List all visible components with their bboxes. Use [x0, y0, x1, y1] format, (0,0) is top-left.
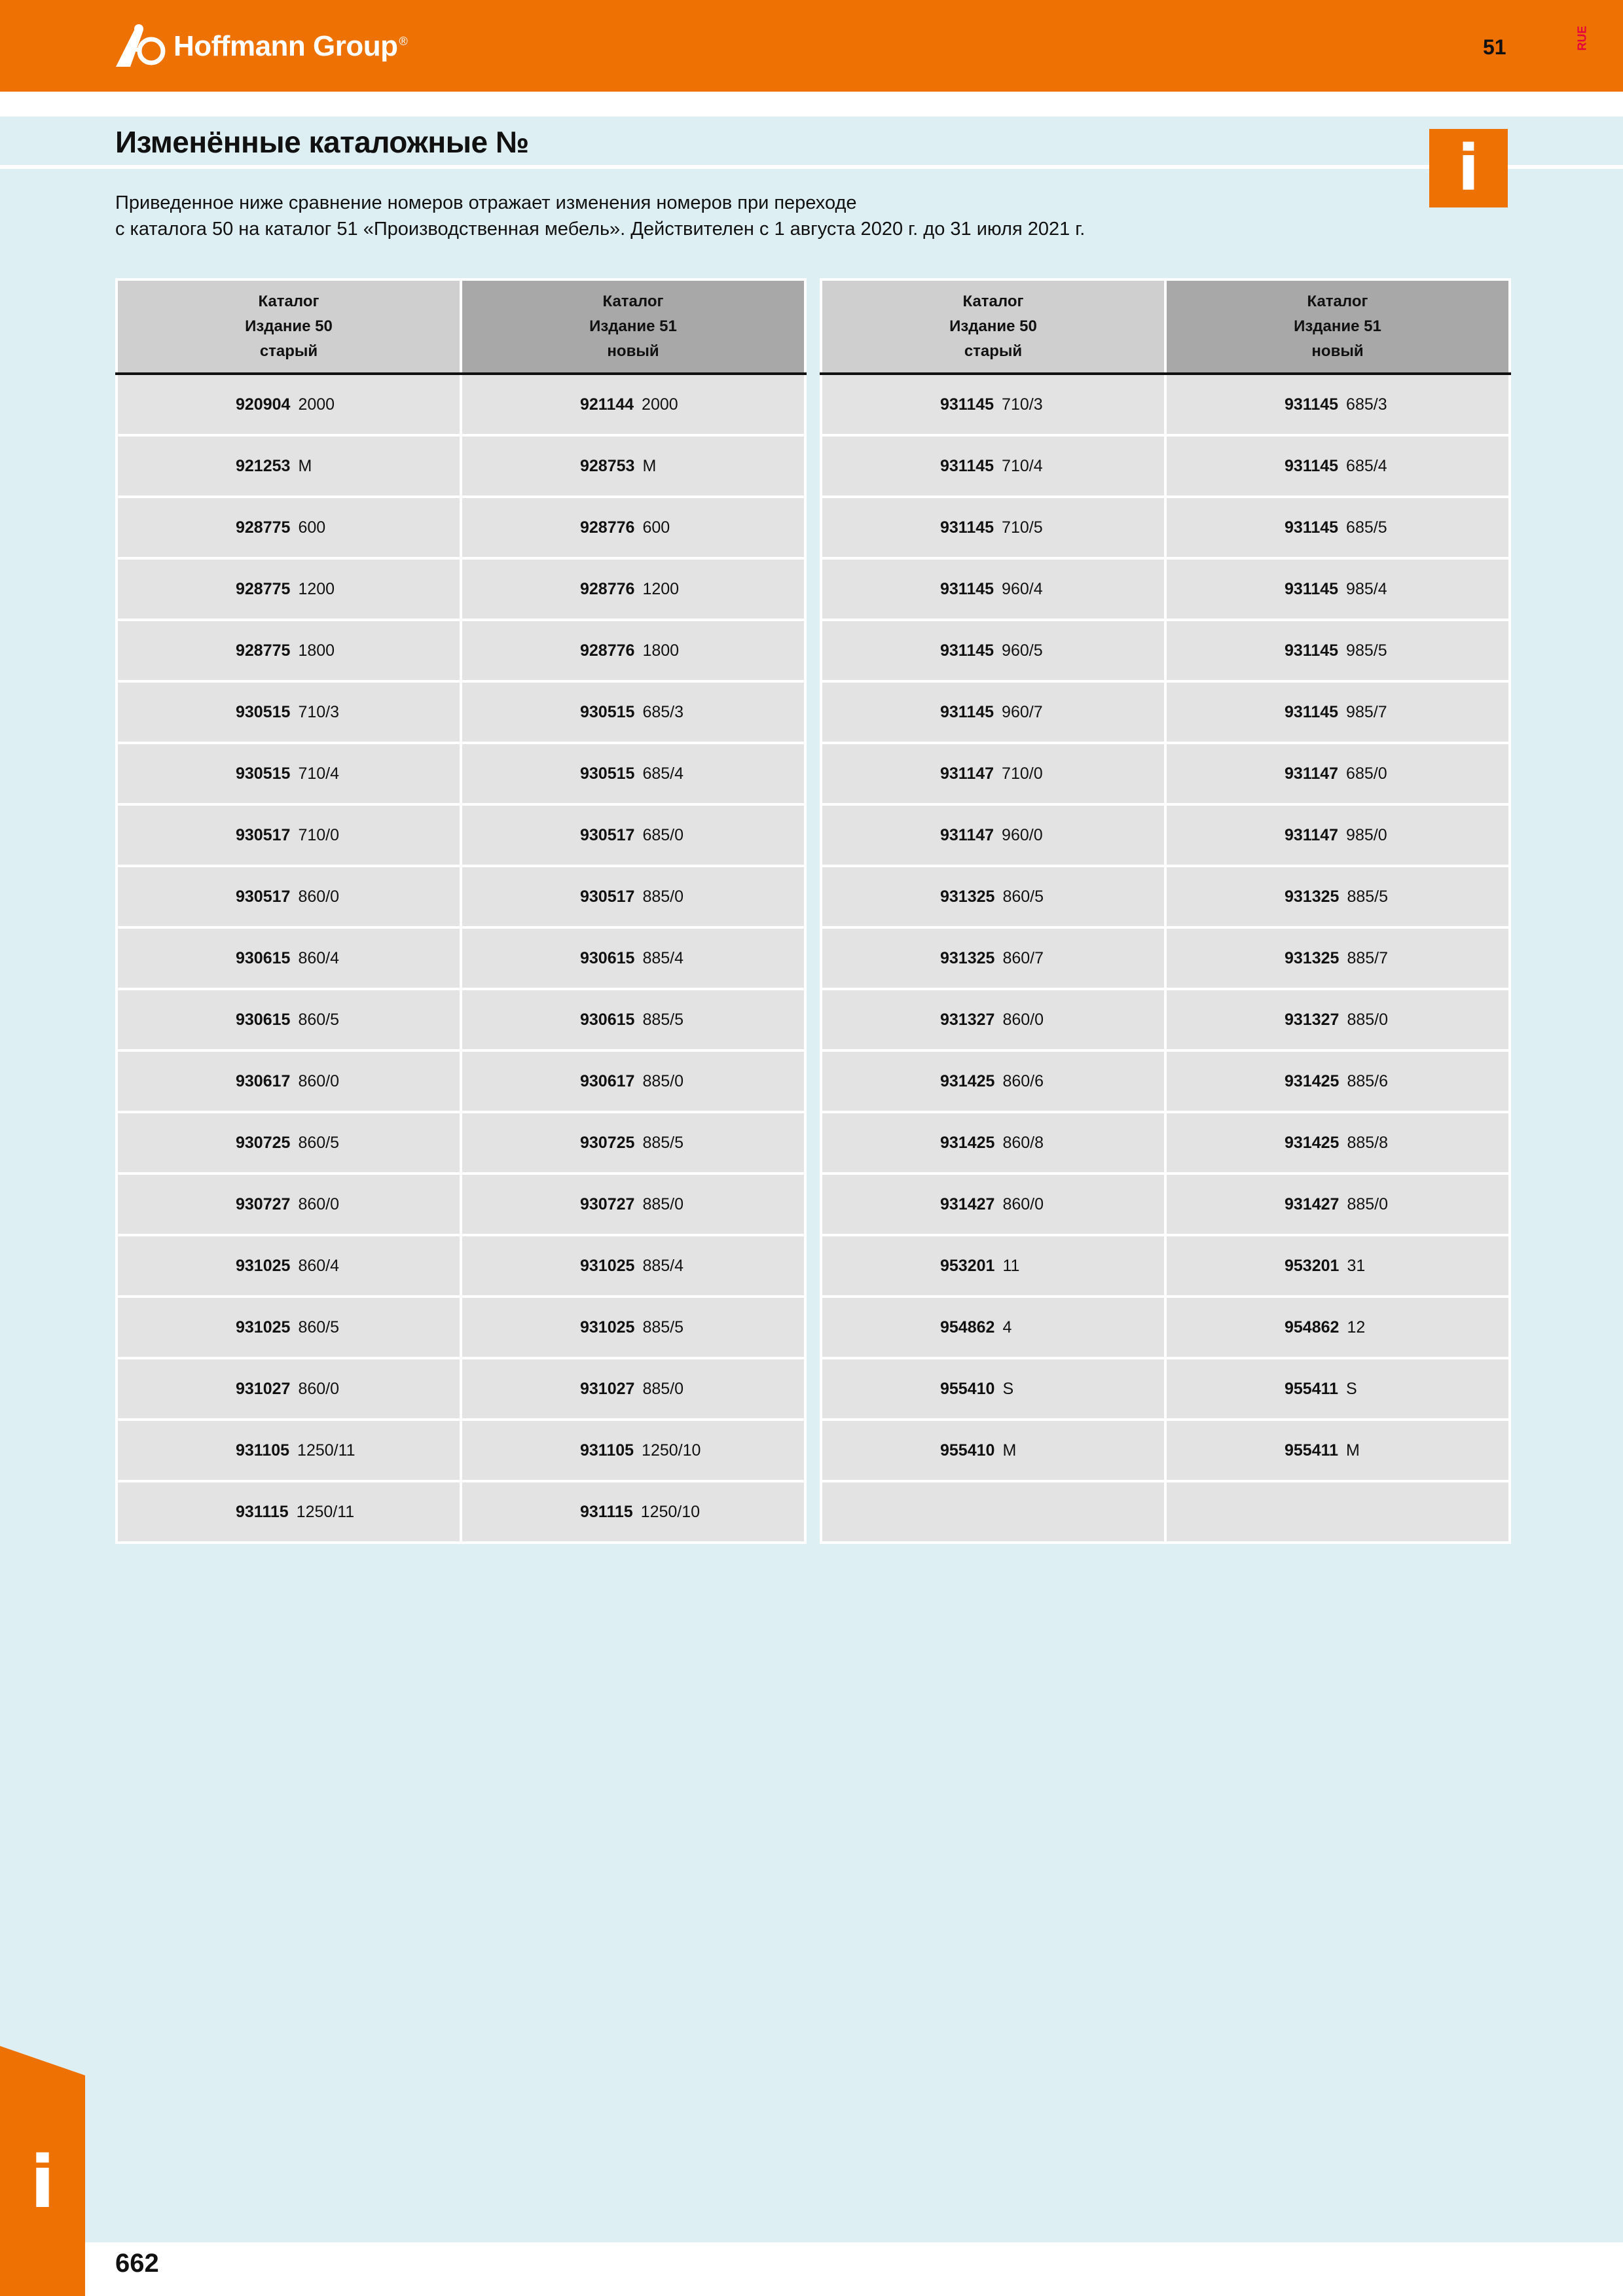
brand-name: Hoffmann Group: [173, 30, 398, 62]
article-number: 930727: [580, 1194, 635, 1213]
article-variant: 960/0: [1002, 825, 1043, 844]
table-row: [117, 927, 805, 989]
new-catalog-cell: [1165, 1112, 1510, 1174]
article-variant: 885/8: [1347, 1133, 1388, 1152]
header-old-catalog: [117, 279, 461, 374]
article-number: 931027: [580, 1379, 635, 1398]
article-number: 930725: [580, 1133, 635, 1152]
article-number: 931025: [580, 1256, 635, 1275]
table-row: [117, 497, 805, 558]
article-number: 931145: [1285, 395, 1339, 414]
article-number: 955410: [940, 1441, 995, 1460]
article-number: 930515: [580, 702, 635, 721]
old-catalog-cell: [117, 1235, 461, 1297]
table-row: [117, 1235, 805, 1297]
new-catalog-cell: [1165, 558, 1510, 620]
article-variant: S: [1002, 1379, 1014, 1398]
old-catalog-cell: [821, 620, 1165, 681]
header-new-catalog: [1165, 279, 1510, 374]
article-number: 954862: [1285, 1318, 1340, 1336]
article-variant: 31: [1347, 1256, 1366, 1275]
new-catalog-cell: [1165, 1235, 1510, 1297]
table-row: [821, 927, 1510, 989]
article-number: 930515: [236, 764, 291, 783]
article-number: 931147: [940, 764, 994, 783]
old-catalog-cell: [821, 558, 1165, 620]
new-catalog-cell: [1165, 620, 1510, 681]
article-number: 930617: [236, 1071, 291, 1090]
new-catalog-cell: [1165, 743, 1510, 804]
article-variant: 885/7: [1347, 948, 1388, 967]
article-variant: 885/5: [1347, 887, 1388, 906]
article-number: 930517: [236, 825, 291, 844]
intro-line: Приведенное ниже сравнение номеров отражает изменения номеров при переходе: [115, 192, 857, 213]
new-catalog-cell: [461, 927, 805, 989]
article-variant: 685/3: [642, 702, 684, 721]
table-row: [821, 1050, 1510, 1112]
table-row: [821, 620, 1510, 681]
old-catalog-cell: [821, 435, 1165, 497]
table-row: [117, 804, 805, 866]
new-catalog-cell: [461, 1174, 805, 1235]
header-label: новый: [1311, 342, 1364, 360]
article-number: 930727: [236, 1194, 291, 1213]
new-catalog-cell: [1165, 1174, 1510, 1235]
article-variant: S: [1346, 1379, 1357, 1398]
header-old-catalog: [821, 279, 1165, 374]
table-row: [117, 989, 805, 1050]
header-label: Издание 50: [949, 317, 1037, 335]
new-catalog-cell: [461, 1050, 805, 1112]
article-number: 930517: [580, 887, 635, 906]
table-row: [117, 1050, 805, 1112]
article-number: 930615: [236, 1010, 291, 1029]
new-catalog-cell: [461, 1112, 805, 1174]
article-number: 928775: [236, 641, 291, 660]
article-variant: 685/4: [642, 764, 684, 783]
article-number: 931145: [1285, 579, 1339, 598]
article-number: 931145: [940, 702, 994, 721]
new-catalog-cell: [461, 374, 805, 435]
article-variant: 885/5: [642, 1010, 684, 1029]
article-variant: 1250/10: [640, 1502, 701, 1521]
right-comparison-table: [820, 278, 1511, 1544]
article-variant: 985/4: [1346, 579, 1387, 598]
old-catalog-cell: [821, 681, 1165, 743]
old-catalog-cell: [117, 866, 461, 927]
article-number: 931147: [940, 825, 994, 844]
old-catalog-cell: [821, 1358, 1165, 1420]
article-variant: 11: [1002, 1256, 1020, 1275]
old-catalog-cell: [821, 1235, 1165, 1297]
header-label: Каталог: [602, 293, 664, 310]
article-number: 931105: [236, 1441, 290, 1460]
header-label: старый: [964, 342, 1023, 360]
old-catalog-cell: [117, 1297, 461, 1358]
article-number: 928776: [580, 579, 635, 598]
article-number: 930615: [236, 948, 291, 967]
table-row: [117, 1297, 805, 1358]
article-variant: 12: [1347, 1318, 1366, 1336]
old-catalog-cell: [821, 1420, 1165, 1481]
old-catalog-cell: [117, 1481, 461, 1543]
article-number: 931425: [1285, 1071, 1340, 1090]
table-row: [117, 1420, 805, 1481]
article-number: 931325: [940, 948, 995, 967]
article-variant: 885/4: [642, 948, 684, 967]
article-number: 928776: [580, 518, 635, 537]
article-number: 931145: [940, 456, 994, 475]
old-catalog-cell: [117, 1358, 461, 1420]
table-row: [117, 435, 805, 497]
article-number: 931145: [1285, 702, 1339, 721]
article-variant: 1800: [298, 641, 335, 660]
article-variant: 860/0: [298, 1071, 339, 1090]
old-catalog-cell: [821, 1481, 1165, 1543]
article-variant: 1250/10: [642, 1441, 701, 1460]
catalog-number: 51: [1483, 35, 1506, 59]
old-catalog-cell: [821, 743, 1165, 804]
new-catalog-cell: [461, 989, 805, 1050]
article-number: 920904: [236, 395, 291, 414]
old-catalog-cell: [821, 989, 1165, 1050]
article-variant: 710/4: [1002, 456, 1043, 475]
article-variant: 960/5: [1002, 641, 1043, 660]
article-variant: 685/0: [642, 825, 684, 844]
new-catalog-cell: [461, 804, 805, 866]
article-number: 931327: [940, 1010, 995, 1029]
article-variant: 860/5: [298, 1133, 339, 1152]
intro-line: с каталога 50 на каталог 51 «Производственная мебель». Действителен с 1 августа 2020 г. до 31 июля 2021 г.: [115, 219, 1085, 240]
new-catalog-cell: [1165, 1420, 1510, 1481]
table-row: [821, 1174, 1510, 1235]
new-catalog-cell: [1165, 804, 1510, 866]
table-row: [821, 804, 1510, 866]
article-variant: 860/0: [1002, 1194, 1044, 1213]
old-catalog-cell: [117, 1420, 461, 1481]
side-info-icon: i: [30, 2140, 55, 2224]
article-number: 931105: [580, 1441, 634, 1460]
article-variant: 710/3: [1002, 395, 1043, 414]
article-variant: 960/7: [1002, 702, 1043, 721]
article-variant: 860/0: [298, 887, 339, 906]
header-new-catalog: [461, 279, 805, 374]
new-catalog-cell: [1165, 1297, 1510, 1358]
article-variant: 985/7: [1346, 702, 1387, 721]
old-catalog-cell: [117, 374, 461, 435]
article-variant: 860/5: [1002, 887, 1044, 906]
table-row: [117, 1112, 805, 1174]
old-catalog-cell: [117, 1112, 461, 1174]
article-number: 955411: [1285, 1441, 1339, 1460]
old-catalog-cell: [117, 804, 461, 866]
article-number: 931025: [580, 1318, 635, 1336]
article-number: 931325: [940, 887, 995, 906]
header-label: Каталог: [258, 293, 319, 310]
article-variant: 1250/11: [297, 1441, 356, 1460]
article-variant: 885/0: [642, 1194, 684, 1213]
article-variant: 885/0: [642, 887, 684, 906]
hoffmann-logo-icon: [115, 24, 167, 69]
article-number: 930517: [236, 887, 291, 906]
table-row: [821, 1420, 1510, 1481]
article-number: 931325: [1285, 887, 1340, 906]
article-number: 931427: [940, 1194, 995, 1213]
header-label: новый: [607, 342, 659, 360]
article-variant: 710/3: [298, 702, 339, 721]
article-variant: 4: [1002, 1318, 1012, 1336]
new-catalog-cell: [1165, 1481, 1510, 1543]
article-variant: 710/0: [1002, 764, 1043, 783]
table-row: [117, 743, 805, 804]
header-label: Издание 51: [1294, 317, 1381, 335]
intro-text: [115, 190, 1359, 242]
article-variant: 710/0: [298, 825, 339, 844]
table-row: [821, 866, 1510, 927]
article-variant: 1800: [642, 641, 680, 660]
page-number: 662: [115, 2249, 159, 2278]
table-row: [117, 374, 805, 435]
article-variant: 710/5: [1002, 518, 1043, 537]
article-variant: 685/3: [1346, 395, 1387, 414]
new-catalog-cell: [461, 866, 805, 927]
new-catalog-cell: [1165, 989, 1510, 1050]
old-catalog-cell: [117, 435, 461, 497]
article-number: 931025: [236, 1256, 291, 1275]
article-variant: 885/6: [1347, 1071, 1388, 1090]
article-number: 930615: [580, 1010, 635, 1029]
article-variant: 1200: [642, 579, 680, 598]
table-row: [821, 435, 1510, 497]
article-variant: 2000: [642, 395, 678, 414]
article-number: 930615: [580, 948, 635, 967]
article-variant: 600: [642, 518, 670, 537]
article-number: 931025: [236, 1318, 291, 1336]
table-row: [821, 743, 1510, 804]
article-number: 928775: [236, 579, 291, 598]
new-catalog-cell: [461, 1297, 805, 1358]
article-number: 931115: [236, 1502, 289, 1521]
table-row: [117, 1174, 805, 1235]
old-catalog-cell: [117, 989, 461, 1050]
new-catalog-cell: [461, 497, 805, 558]
new-catalog-cell: [1165, 374, 1510, 435]
article-variant: 685/5: [1346, 518, 1387, 537]
header-label: Издание 50: [245, 317, 333, 335]
article-variant: 860/5: [298, 1010, 339, 1029]
old-catalog-cell: [821, 927, 1165, 989]
new-catalog-cell: [1165, 497, 1510, 558]
article-number: 931027: [236, 1379, 291, 1398]
article-number: 931145: [1285, 641, 1339, 660]
old-catalog-cell: [821, 497, 1165, 558]
article-number: 928776: [580, 641, 635, 660]
table-row: [821, 497, 1510, 558]
old-catalog-cell: [117, 927, 461, 989]
header-label: старый: [259, 342, 318, 360]
article-number: 931147: [1285, 764, 1339, 783]
old-catalog-cell: [117, 743, 461, 804]
new-catalog-cell: [1165, 1358, 1510, 1420]
article-number: 931425: [940, 1071, 995, 1090]
table-row: [117, 681, 805, 743]
new-catalog-cell: [461, 1481, 805, 1543]
article-variant: 860/6: [1002, 1071, 1044, 1090]
old-catalog-cell: [821, 1112, 1165, 1174]
article-variant: 860/0: [1002, 1010, 1044, 1029]
table-row: [117, 558, 805, 620]
page-title: Изменённые каталожные №: [115, 125, 529, 159]
article-variant: M: [1002, 1441, 1017, 1460]
footer-strip: [85, 2242, 1623, 2296]
article-variant: 860/0: [298, 1379, 339, 1398]
old-catalog-cell: [117, 1174, 461, 1235]
article-number: 928775: [236, 518, 291, 537]
new-catalog-cell: [461, 558, 805, 620]
brand-mark: ®: [399, 34, 408, 48]
article-variant: 685/4: [1346, 456, 1387, 475]
article-number: 930617: [580, 1071, 635, 1090]
table-header-row: [821, 279, 1510, 374]
new-catalog-cell: [461, 681, 805, 743]
article-number: 931427: [1285, 1194, 1340, 1213]
old-catalog-cell: [117, 1050, 461, 1112]
article-number: 931425: [940, 1133, 995, 1152]
article-variant: 985/0: [1346, 825, 1387, 844]
new-catalog-cell: [461, 620, 805, 681]
old-catalog-cell: [821, 804, 1165, 866]
article-number: 930517: [580, 825, 635, 844]
article-variant: 600: [298, 518, 326, 537]
table-row: [821, 374, 1510, 435]
article-number: 921144: [580, 395, 634, 414]
new-catalog-cell: [461, 435, 805, 497]
header-label: Издание 51: [589, 317, 677, 335]
article-variant: 885/5: [642, 1133, 684, 1152]
table-row: [821, 1235, 1510, 1297]
article-variant: 885/0: [1347, 1010, 1388, 1029]
left-comparison-table: [115, 278, 807, 1544]
article-variant: 1200: [298, 579, 335, 598]
new-catalog-cell: [461, 743, 805, 804]
article-variant: 860/7: [1002, 948, 1044, 967]
article-number: 953201: [1285, 1256, 1340, 1275]
table-row: [117, 866, 805, 927]
table-row: [821, 1112, 1510, 1174]
table-row: [117, 1358, 805, 1420]
header-label: Каталог: [1307, 293, 1368, 310]
new-catalog-cell: [1165, 435, 1510, 497]
table-row: [821, 1358, 1510, 1420]
article-number: 955410: [940, 1379, 995, 1398]
table-row: [821, 558, 1510, 620]
article-variant: 1250/11: [296, 1502, 355, 1521]
article-variant: 985/5: [1346, 641, 1387, 660]
article-variant: 710/4: [298, 764, 339, 783]
article-variant: 860/8: [1002, 1133, 1044, 1152]
article-variant: 860/0: [298, 1194, 339, 1213]
article-variant: 860/4: [298, 1256, 339, 1275]
article-number: 930515: [236, 702, 291, 721]
info-icon: i: [1429, 129, 1508, 207]
table-row: [821, 1297, 1510, 1358]
article-variant: 885/0: [642, 1379, 684, 1398]
table-row: [821, 1481, 1510, 1543]
article-number: 931325: [1285, 948, 1340, 967]
table-row: [117, 1481, 805, 1543]
old-catalog-cell: [821, 1297, 1165, 1358]
article-number: 931145: [940, 518, 994, 537]
article-variant: 860/4: [298, 948, 339, 967]
old-catalog-cell: [821, 374, 1165, 435]
article-number: 954862: [940, 1318, 995, 1336]
article-variant: M: [1346, 1441, 1360, 1460]
article-number: 931327: [1285, 1010, 1340, 1029]
article-variant: M: [642, 456, 657, 475]
language-code: RUE: [1575, 26, 1589, 51]
hoffmann-logo[interactable]: [115, 24, 408, 69]
new-catalog-cell: [461, 1235, 805, 1297]
new-catalog-cell: [461, 1358, 805, 1420]
new-catalog-cell: [1165, 866, 1510, 927]
article-variant: 960/4: [1002, 579, 1043, 598]
new-catalog-cell: [1165, 681, 1510, 743]
article-variant: 885/4: [642, 1256, 684, 1275]
article-number: 930725: [236, 1133, 291, 1152]
old-catalog-cell: [821, 1174, 1165, 1235]
old-catalog-cell: [117, 558, 461, 620]
table-header-row: [117, 279, 805, 374]
article-number: 931425: [1285, 1133, 1340, 1152]
table-row: [821, 989, 1510, 1050]
article-number: 921253: [236, 456, 291, 475]
old-catalog-cell: [117, 620, 461, 681]
article-number: 953201: [940, 1256, 995, 1275]
article-number: 930515: [580, 764, 635, 783]
article-variant: 2000: [298, 395, 335, 414]
article-number: 955411: [1285, 1379, 1339, 1398]
article-number: 931145: [940, 579, 994, 598]
new-catalog-cell: [1165, 1050, 1510, 1112]
article-variant: 685/0: [1346, 764, 1387, 783]
article-variant: 860/5: [298, 1318, 339, 1336]
table-row: [821, 681, 1510, 743]
old-catalog-cell: [117, 681, 461, 743]
article-number: 931145: [1285, 456, 1339, 475]
new-catalog-cell: [1165, 927, 1510, 989]
article-variant: 885/0: [642, 1071, 684, 1090]
article-number: 931145: [940, 395, 994, 414]
header-label: Каталог: [962, 293, 1024, 310]
article-variant: M: [298, 456, 312, 475]
article-variant: 885/0: [1347, 1194, 1388, 1213]
article-number: 931147: [1285, 825, 1339, 844]
new-catalog-cell: [461, 1420, 805, 1481]
article-number: 931115: [580, 1502, 633, 1521]
article-number: 931145: [940, 641, 994, 660]
article-number: 931145: [1285, 518, 1339, 537]
old-catalog-cell: [117, 497, 461, 558]
old-catalog-cell: [821, 1050, 1165, 1112]
article-number: 928753: [580, 456, 635, 475]
article-variant: 885/5: [642, 1318, 684, 1336]
table-row: [117, 620, 805, 681]
old-catalog-cell: [821, 866, 1165, 927]
